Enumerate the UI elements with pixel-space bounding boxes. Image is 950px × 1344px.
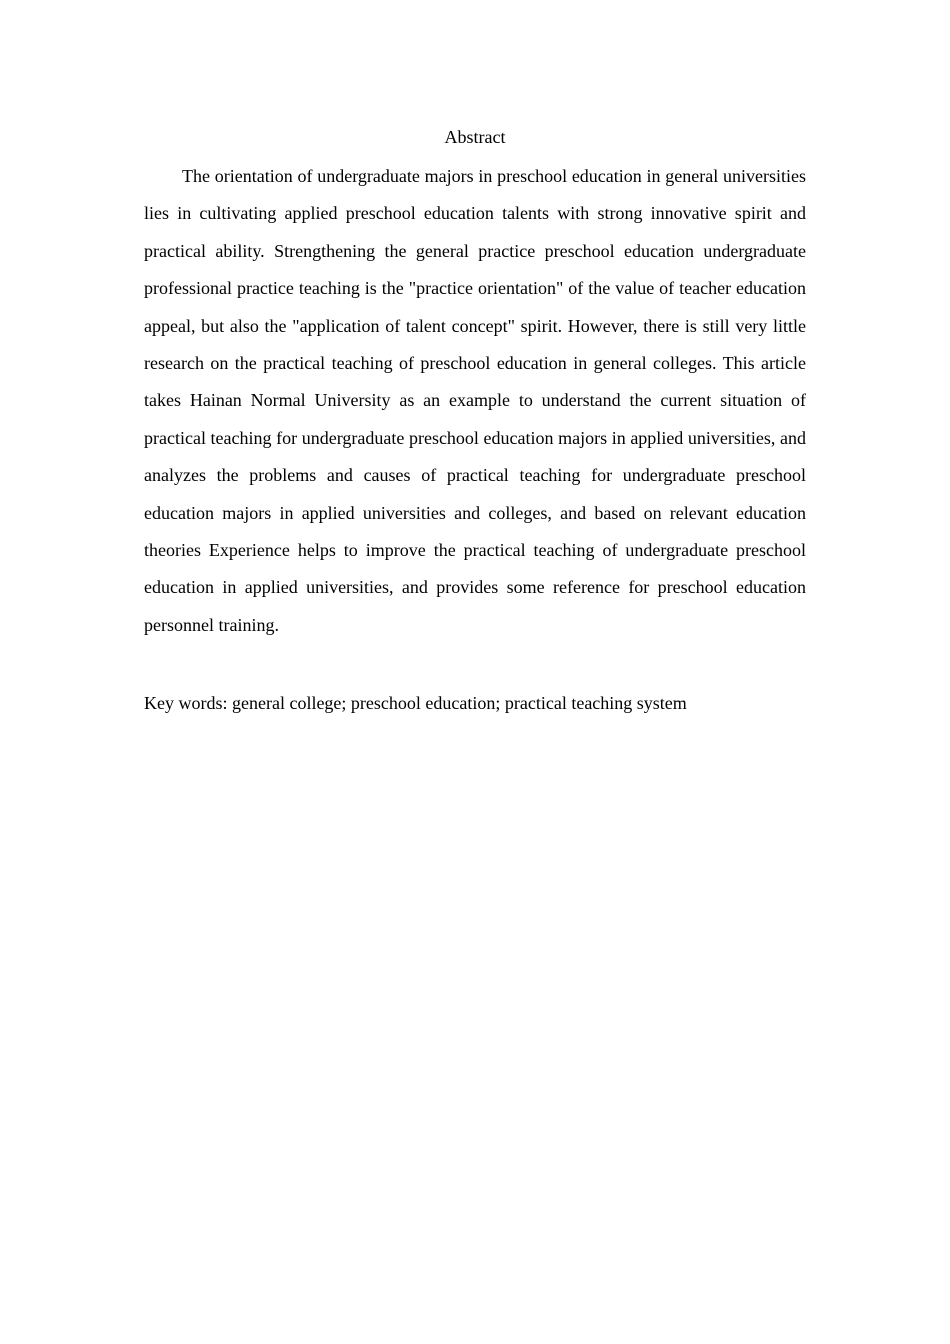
abstract-body: The orientation of undergraduate majors in preschool education in general universities lies in cultivating applied preschool education talents with strong innovative spirit and practical ability. Strengthening the general practice preschool education undergraduate professional practice teaching is the "practice orientation" of the value of teacher education appeal, but also the "application of talent concept" spirit. However, there is still very little research on the practical teaching of preschool education in general colleges. This article takes Hainan Normal University as an example to understand the current situation of practical teaching for undergraduate preschool education majors in applied universities, and analyzes the problems and causes of practical teaching for undergraduate preschool education majors in applied universities and colleges, and based on relevant education theories Experience helps to improve the practical teaching of undergraduate preschool education in applied universities, and provides some reference for preschool education personnel training. <box>144 166 806 635</box>
abstract-section <box>144 124 806 716</box>
abstract-title: Abstract <box>444 127 506 147</box>
keywords-line: Key words: general college; preschool education; practical teaching system <box>144 693 687 714</box>
